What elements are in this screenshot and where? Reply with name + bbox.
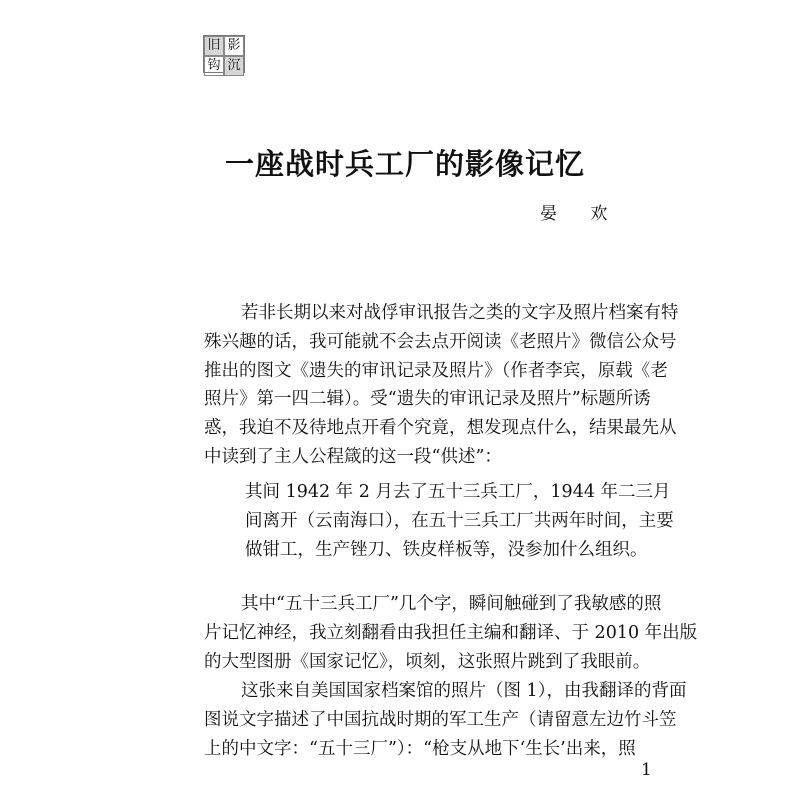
text-line: 若非长期以来对战俘审讯报告之类的文字及照片档案有特 bbox=[241, 303, 679, 323]
column-logo bbox=[203, 35, 245, 73]
text-line: 间离开（云南海口），在五十三兵工厂共两年时间，主要 bbox=[245, 510, 674, 531]
logo-char: 钩 bbox=[204, 56, 224, 76]
text-line: 惑，我迫不及待地点开看个究竟，想发现点什么，结果最先从 bbox=[204, 418, 677, 439]
logo-char: 旧 bbox=[204, 36, 224, 56]
text-line: 图说文字描述了中国抗战时期的军工生产（请留意左边竹斗笠 bbox=[204, 709, 677, 730]
text-line: 中读到了主人公程箴的这一段“供述”： bbox=[204, 447, 502, 467]
text-line: 殊兴趣的话，我可能就不会去点开阅读《老照片》微信公众号 bbox=[204, 331, 677, 352]
text-line: 推出的图文《遗失的审讯记录及照片》（作者李宾，原载《老 bbox=[204, 360, 668, 381]
text-line: 其中“五十三兵工厂”几个字，瞬间触碰到了我敏感的照 bbox=[241, 594, 662, 614]
page-number: 1 bbox=[641, 760, 652, 780]
text-line: 的大型图册《国家记忆》，顷刻，这张照片跳到了我眼前。 bbox=[204, 651, 651, 672]
logo-char: 沉 bbox=[224, 56, 244, 76]
text-line: 这张来自美国国家档案馆的照片（图 1），由我翻译的背面 bbox=[241, 681, 687, 701]
author-name: 晏 欢 bbox=[540, 204, 622, 224]
text-line: 做钳工，生产锉刀、铁皮样板等，没参加什么组织。 bbox=[245, 539, 648, 560]
text-line: 片记忆神经，我立刻翻看由我担任主编和翻译、于 2010 年出版 bbox=[204, 622, 698, 643]
logo-char: 影 bbox=[224, 36, 244, 56]
article-title: 一座战时兵工厂的影像记忆 bbox=[224, 147, 585, 181]
text-line: 上的中文字：“五十三厂”）：“枪支从地下‘生长’出来，照 bbox=[204, 738, 636, 759]
text-line: 照片》第一四二辑）。受“遗失的审讯记录及照片”标题所诱 bbox=[204, 389, 651, 410]
text-line: 其间 1942 年 2 月去了五十三兵工厂，1944 年二三月 bbox=[245, 482, 671, 502]
